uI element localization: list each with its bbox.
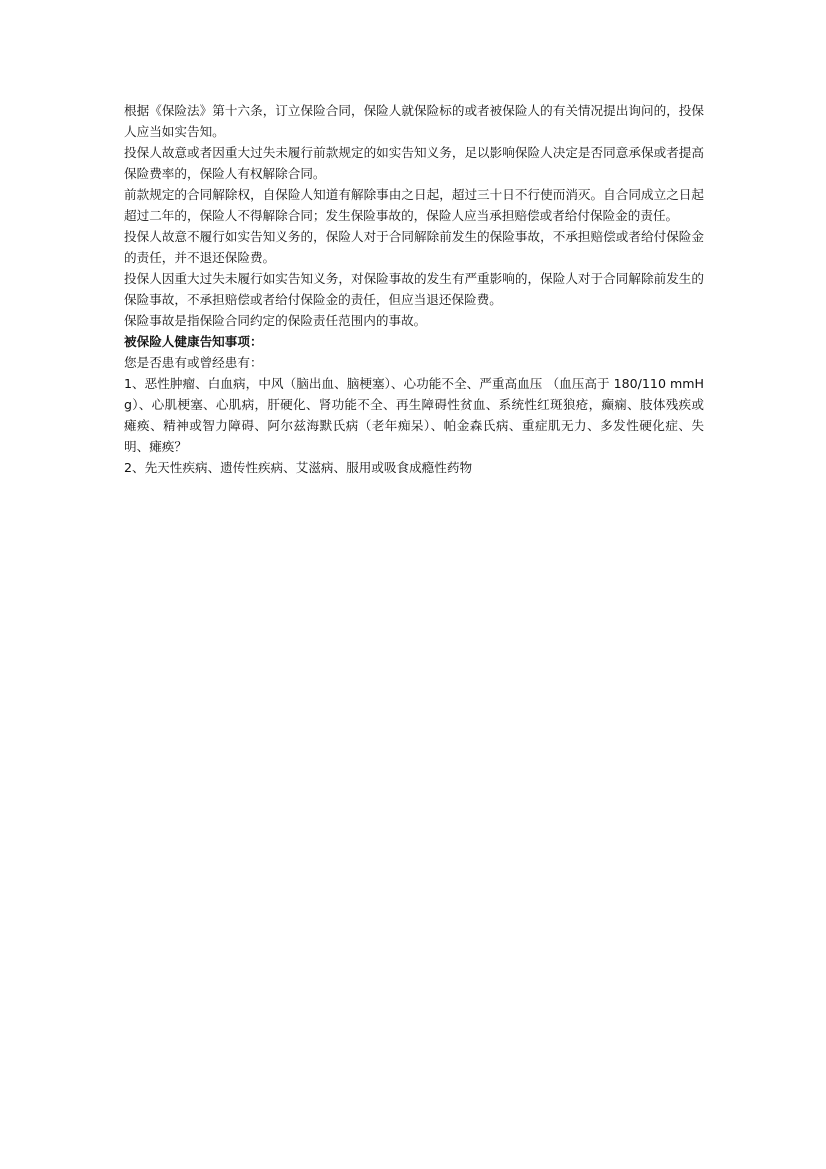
health-notice-heading: 被保险人健康告知事项： <box>124 334 263 349</box>
document-page <box>124 100 704 478</box>
health-question: 您是否患有或曾经患有： <box>124 355 263 370</box>
paragraph-intentional-nondisclosure: 投保人故意不履行如实告知义务的，保险人对于合同解除前发生的保险事故，不承担赔偿或者给付保险金的责任，并不退还保险费。 <box>124 229 704 265</box>
health-item-1: 1、恶性肿瘤、白血病，中风（脑出血、脑梗塞）、心功能不全、严重高血压 （血压高于 180/110 mmHg）、心肌梗塞、心肌病，肝硬化、肾功能不全、再生障碍性贫血、系统性红斑狼疮，癫痫、肢体残疾或瘫痪、精神或智力障碍、阿尔兹海默氏病（老年痴呆）、帕金森氏病、重症肌无力、多发性硬化症、失明、瘫痪？ <box>124 376 704 454</box>
paragraph-gross-negligence: 投保人因重大过失未履行如实告知义务，对保险事故的发生有严重影响的，保险人对于合同解除前发生的保险事故，不承担赔偿或者给付保险金的责任，但应当退还保险费。 <box>124 271 704 307</box>
health-item-2: 2、先天性疾病、遗传性疾病、艾滋病、服用或吸食成瘾性药物 <box>124 460 473 475</box>
paragraph-termination-right: 前款规定的合同解除权，自保险人知道有解除事由之日起，超过三十日不行使而消灭。自合同成立之日起超过二年的，保险人不得解除合同；发生保险事故的，保险人应当承担赔偿或者给付保险金的责任。 <box>124 187 704 223</box>
paragraph-insurance-law-article-16: 根据《保险法》第十六条，订立保险合同，保险人就保险标的或者被保险人的有关情况提出询问的，投保人应当如实告知。 <box>124 103 704 139</box>
paragraph-failure-to-disclose: 投保人故意或者因重大过失未履行前款规定的如实告知义务，足以影响保险人决定是否同意承保或者提高保险费率的，保险人有权解除合同。 <box>124 145 704 181</box>
paragraph-insured-event-definition: 保险事故是指保险合同约定的保险责任范围内的事故。 <box>124 313 427 328</box>
